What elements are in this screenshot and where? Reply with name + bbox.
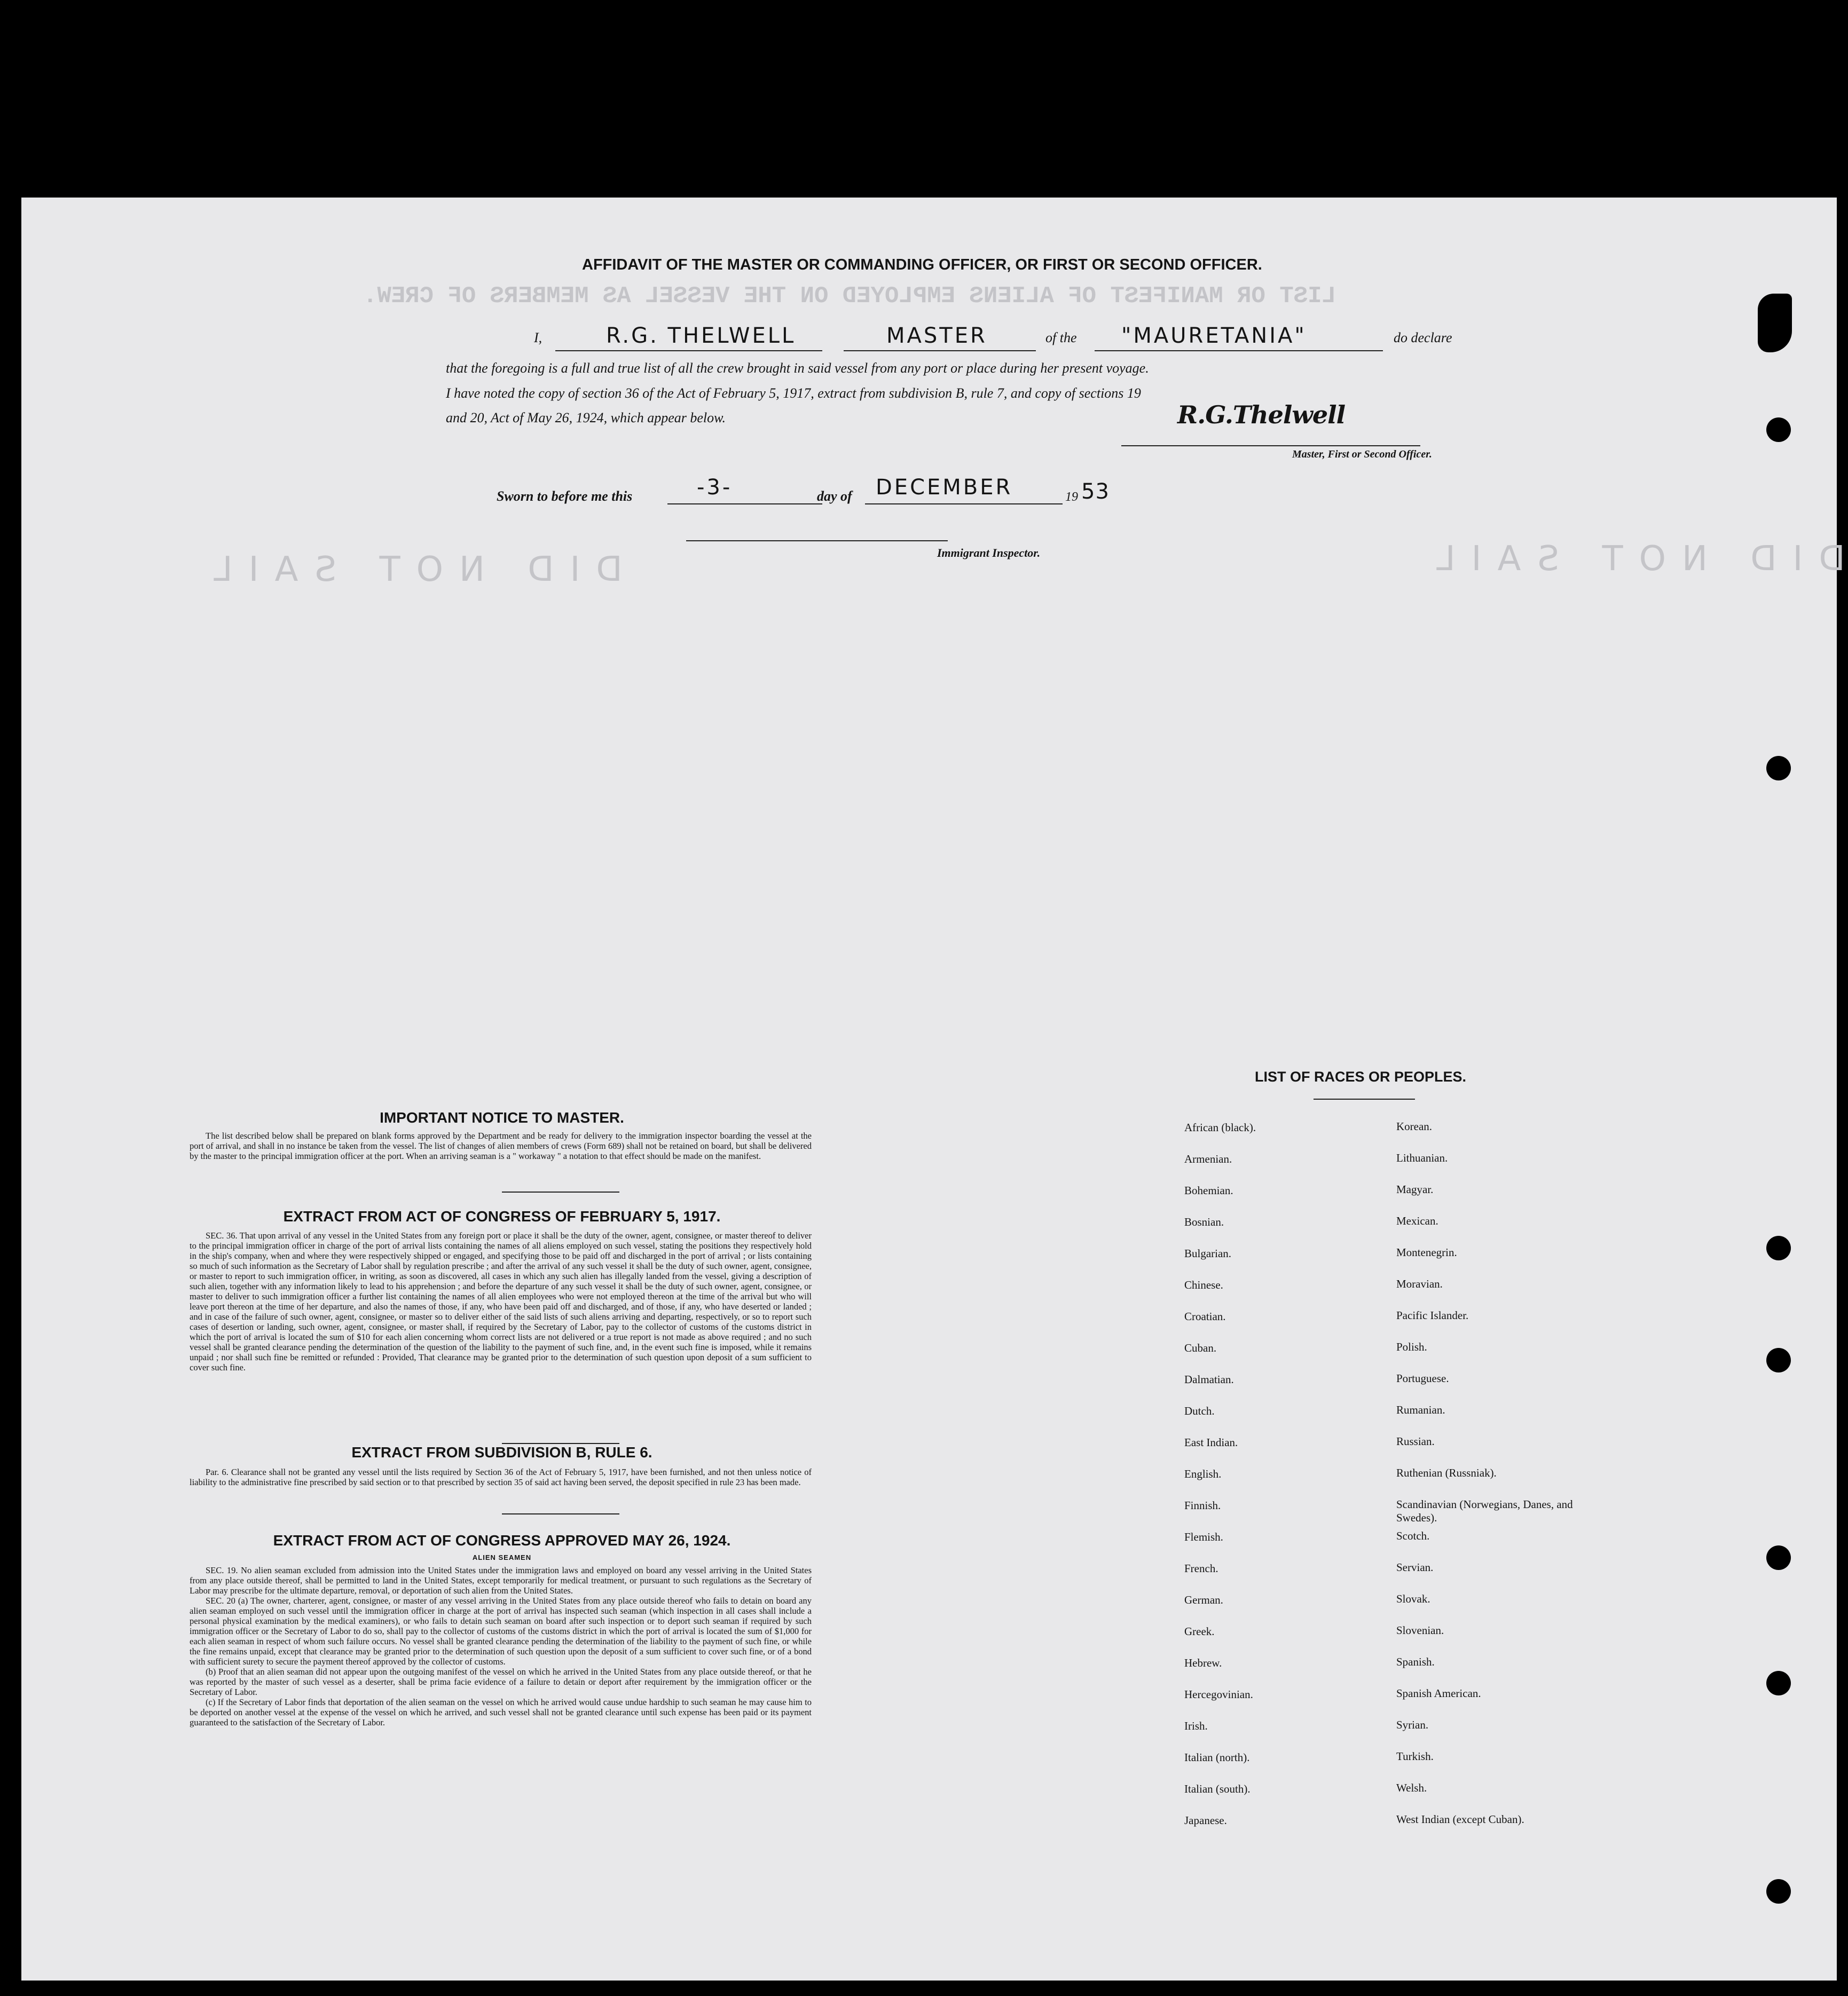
race-item: Greek. — [1184, 1625, 1215, 1638]
race-item: Hercegovinian. — [1184, 1688, 1253, 1701]
bleed-through-stamp-right: DID NOT SAIL — [1420, 539, 1845, 579]
race-item: Bulgarian. — [1184, 1247, 1232, 1260]
bleed-through-stamp-left: DID NOT SAIL — [198, 550, 623, 589]
race-item: Spanish American. — [1396, 1687, 1481, 1700]
race-item: Korean. — [1396, 1120, 1433, 1133]
inspector-caption: Immigrant Inspector. — [937, 546, 1041, 559]
extract-1924-title: EXTRACT FROM ACT OF CONGRESS APPROVED MAY 26, 1924. — [273, 1532, 731, 1549]
master-name-line — [555, 350, 822, 351]
sworn-month: DECEMBER — [876, 475, 1013, 500]
signature-line — [1121, 445, 1420, 446]
binder-hole — [1766, 417, 1791, 442]
race-item: Flemish. — [1184, 1530, 1223, 1543]
sworn-day-of: day of — [817, 488, 852, 504]
affidavit-title: AFFIDAVIT OF THE MASTER OR COMMANDING OFFICER, OR FIRST OR SECOND OFFICER. — [582, 256, 1262, 273]
race-item: Servian. — [1396, 1561, 1434, 1574]
extract-1924-sec19: SEC. 19. No alien seaman excluded from admission into the United States under the immigration laws and employed on board any vessel arriving in the United States from any place outside thereof, shall be permitted to land in the United States, except temporarily for medical treatment, or pursuant to such regulations as the Secretary of Labor may prescribe for the ultimate departure, removal, or deportation of such alien from the United States. — [190, 1565, 812, 1596]
sworn-prefix: Sworn to before me this — [497, 488, 633, 504]
extract-1924-sec20a: SEC. 20 (a) The owner, charterer, agent, consignee, or master of any vessel arriving in the United States from any place outside thereof who fails to detain on board any alien seaman employed on such vessel until the immigration officer in charge at the port of arrival has inspected such seaman (which inspection in all cases shall include a personal physical examination by the medical examiners), or who fails to detain such seaman on board after such inspection or to deport such seaman if required by such immigration officer or the Secretary of Labor to do so, shall pay to the collector of customs of the customs district in which the port of arrival is located the sum of $1,000 for each alien seaman in respect of whom such failure occurs. No vessel shall be granted clearance pending the determination of the liability to the payment of such fine, or while the fine remains unpaid, except that clearance may be granted prior to the determination of such question upon the deposit of a sum sufficient to cover such fine, or of a bond with sufficient surety to secure the payment thereof approved by the collector of customs. — [190, 1596, 812, 1667]
race-item: English. — [1184, 1468, 1222, 1480]
notice-text: The list described below shall be prepared on blank forms approved by the Department and be ready for delivery to the immigration inspector boarding the vessel at the port of arrival, and shall in no instance be taken from the vessel. The list of changes of alien members of crews (Form 689) shall not be retained on board, but shall be delivered by the master to the principal immigration officer at the port. When an arriving seaman is a " workaway " a notation to that effect should be made on the manifest. — [190, 1131, 812, 1161]
binder-hole — [1766, 756, 1791, 780]
race-item: Lithuanian. — [1396, 1151, 1448, 1164]
extract-1917-block — [190, 1230, 812, 1372]
notice-title: IMPORTANT NOTICE TO MASTER. — [380, 1109, 624, 1126]
race-item: Scotch. — [1396, 1529, 1430, 1542]
race-item: Japanese. — [1184, 1814, 1227, 1827]
binder-hole — [1766, 1879, 1791, 1904]
race-item: African (black). — [1184, 1121, 1256, 1134]
race-item: West Indian (except Cuban). — [1396, 1813, 1524, 1826]
extract-1924-subtitle: ALIEN SEAMEN — [472, 1553, 532, 1561]
extract-rule6-block — [190, 1467, 812, 1487]
race-item: Italian (south). — [1184, 1782, 1251, 1795]
extract-rule6-text: Par. 6. Clearance shall not be granted any vessel until the lists required by Section 36 of the Act of February 5, 1917, have been furnished, and not then unless notice of liability to the administrative fine prescribed by said section or to that prescribed by section 35 of said act having been served, the deposit specified in rule 23 has been made. — [190, 1467, 812, 1487]
sworn-day-line — [667, 503, 822, 504]
race-item: Croatian. — [1184, 1310, 1226, 1323]
race-item: Russian. — [1396, 1435, 1435, 1448]
race-item: Moravian. — [1396, 1277, 1443, 1290]
race-item: Slovenian. — [1396, 1624, 1444, 1637]
notice-text-block — [190, 1131, 812, 1161]
race-item: Irish. — [1184, 1719, 1208, 1732]
sworn-day: -3- — [697, 475, 733, 500]
race-item: Cuban. — [1184, 1342, 1217, 1354]
races-title: LIST OF RACES OR PEOPLES. — [1255, 1069, 1467, 1085]
master-signature: R.G.Thelwell — [1177, 400, 1346, 429]
race-item: Scandinavian (Norwegians, Danes, and Swedes). — [1396, 1498, 1573, 1524]
vessel-name-line — [1095, 350, 1383, 351]
race-item: Hebrew. — [1184, 1656, 1222, 1669]
sworn-year: 53 — [1081, 479, 1110, 504]
extract-rule6-title: EXTRACT FROM SUBDIVISION B, RULE 6. — [351, 1444, 652, 1461]
race-item: Bosnian. — [1184, 1216, 1224, 1228]
divider — [502, 1192, 619, 1193]
race-item: Finnish. — [1184, 1499, 1221, 1512]
manifest-sheet — [21, 198, 1845, 1981]
vessel-name: "MAURETANIA" — [1121, 324, 1307, 348]
torn-edge-mark — [1758, 294, 1792, 352]
race-item: Ruthenian (Russniak). — [1396, 1466, 1497, 1479]
race-item: Chinese. — [1184, 1279, 1223, 1291]
binder-hole — [1766, 1348, 1791, 1372]
race-item: Montenegrin. — [1396, 1246, 1457, 1259]
extract-1924-block — [190, 1565, 812, 1727]
sworn-month-line — [865, 503, 1063, 504]
affidavit-of-the: of the — [1045, 330, 1077, 345]
races-title-rule — [1314, 1099, 1415, 1100]
race-item: Bohemian. — [1184, 1184, 1233, 1197]
race-item: Syrian. — [1396, 1718, 1429, 1731]
signature-caption: Master, First or Second Officer. — [1292, 448, 1432, 460]
affidavit-i: I, — [534, 330, 542, 345]
master-name: R.G. THELWELL — [606, 324, 796, 348]
affidavit-line-2: that the foregoing is a full and true list of all the crew brought in said vessel from any port or place during her present voyage. — [446, 360, 1149, 376]
race-item: Slovak. — [1396, 1592, 1430, 1605]
race-item: Pacific Islander. — [1396, 1309, 1469, 1322]
race-item: Turkish. — [1396, 1750, 1434, 1763]
race-item: Dutch. — [1184, 1405, 1215, 1417]
bleed-through-heading: LIST OR MANIFEST OF ALIENS EMPLOYED ON THE VESSEL AS MEMBERS OF CREW. — [363, 283, 1336, 310]
race-item: Mexican. — [1396, 1214, 1438, 1227]
race-item: Polish. — [1396, 1340, 1427, 1353]
sworn-year-prefix: 19 — [1065, 490, 1078, 504]
race-item: East Indian. — [1184, 1436, 1238, 1449]
race-item: Armenian. — [1184, 1153, 1232, 1165]
extract-1917-title: EXTRACT FROM ACT OF CONGRESS OF FEBRUARY 5, 1917. — [283, 1208, 721, 1225]
inspector-signature-line — [686, 540, 948, 541]
binder-hole — [1766, 1236, 1791, 1260]
extract-1924-sec20b: (b) Proof that an alien seaman did not appear upon the outgoing manifest of the vessel on which he arrived in the United States from any place outside thereof, or that he was reported by the master of such vessel as a deserter, shall be prima facie evidence of a failure to detain or deport after requirement by the immigration officer or the Secretary of Labor. — [190, 1667, 812, 1697]
rank-line — [844, 350, 1036, 351]
binder-hole — [1766, 1545, 1791, 1570]
divider — [502, 1513, 619, 1514]
race-item: Magyar. — [1396, 1183, 1434, 1196]
binder-hole — [1766, 1671, 1791, 1695]
race-item: Rumanian. — [1396, 1403, 1445, 1416]
race-item: German. — [1184, 1593, 1223, 1606]
race-item: Spanish. — [1396, 1655, 1435, 1668]
race-item: Welsh. — [1396, 1781, 1427, 1794]
race-item: Portuguese. — [1396, 1372, 1449, 1385]
extract-1924-sec20c: (c) If the Secretary of Labor finds that deportation of the alien seaman on the vessel on which he arrived would cause undue hardship to such seaman he may cause him to be deported on another vessel at the expense of the vessel on which he arrived, and such vessel shall not be granted clearance until such expense has been paid or its payment guaranteed to the satisfaction of the Secretary of Labor. — [190, 1697, 812, 1727]
extract-1917-text: SEC. 36. That upon arrival of any vessel in the United States from any foreign port or place it shall be the duty of the owner, agent, consignee, or master thereof to deliver to the principal immigration officer in charge of the port of arrival lists containing the names of all aliens employed on such vessel, stating the positions they respectively hold in the ship's company, when and where they were respectively shipped or engaged, and specifying those to be paid off and discharged in the port of arrival ; or lists containing so much of such information as the Secretary of Labor shall by regulation prescribe ; and after the arrival of any such vessel it shall be the duty of such owner, agent, consignee, or master to report to such immigration officer, in writing, as soon as discovered, all cases in which any such alien has illegally landed from the vessel, giving a description of such alien, together with any information likely to lead to his apprehension ; and before the departure of any such vessel it shall be the duty of such owner, agent, consignee, or master to deliver to such immigration officer a further list containing the names of all alien employees who were not employed thereon at the time of the arrival but who will leave port thereon at the time of her departure, and also the names of those, if any, who have been paid off and discharged, and of those, if any, who have deserted or landed ; and in case of the failure of such owner, agent, consignee, or master so to deliver either of the said lists of such aliens arriving and departing, respectively, or so to report such cases of desertion or landing, such owner, agent, consignee, or master shall, if required by the Secretary of Labor, pay to the collector of customs of the customs district in which the port of arrival is located the sum of $10 for each alien concerning whom correct lists are not delivered or a true report is not made as above required ; and no such vessel shall be granted clearance pending the determination of the question of the liability to the payment of such fine, and, in the event such fine is imposed, while it remains unpaid ; nor shall such fine be remitted or refunded : Provided, That clearance may be granted prior to the determination of such question upon deposit of a sum sufficient to cover such fine. — [190, 1230, 812, 1372]
race-item: Dalmatian. — [1184, 1373, 1234, 1386]
affidavit-do-declare: do declare — [1394, 330, 1452, 345]
race-item: French. — [1184, 1562, 1218, 1575]
master-rank: MASTER — [886, 324, 987, 348]
race-item: Italian (north). — [1184, 1751, 1250, 1764]
affidavit-line-3: I have noted the copy of section 36 of the Act of February 5, 1917, extract from subdivision B, rule 7, and copy of sections 19 — [446, 385, 1141, 401]
affidavit-line-4: and 20, Act of May 26, 1924, which appear below. — [446, 410, 726, 425]
